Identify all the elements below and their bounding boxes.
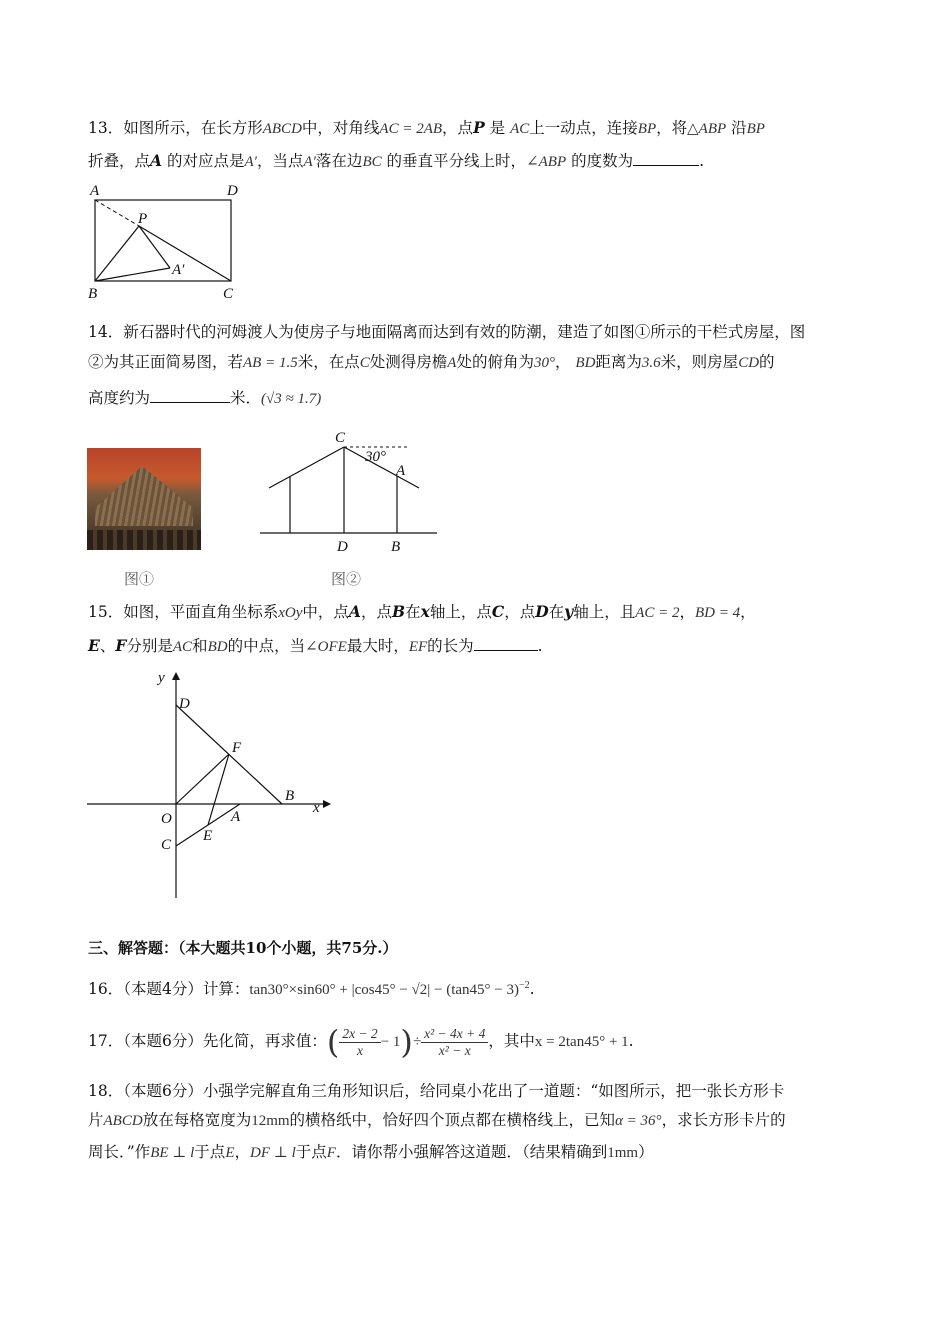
- label-D: D: [179, 696, 190, 712]
- q15-line1: 15．如图，平面直角坐标系xOy中，点A，点B在x轴上，点C，点D在y轴上，且AC = 2，BD = 4，: [88, 602, 756, 621]
- answer-blank: [633, 151, 699, 166]
- q13-figure: [82, 178, 252, 303]
- q14-line2: ②为其正面简易图，若AB = 1.5米，在点C处测得房檐A处的俯角为30°， BD距离为3.6米，则房屋CD的: [88, 353, 775, 371]
- q18-line1: 18．（本题6分）小强学完解直角三角形知识后，给同桌小花出了一道题：“如图所示，把一张长方形卡: [88, 1082, 785, 1100]
- q18-line3: 周长．”作BE ⊥ l于点E，DF ⊥ l于点F．请你帮小强解答这道题．（结果精确到1mm）: [88, 1143, 654, 1161]
- answer-blank: [150, 388, 230, 403]
- section-heading: 三、解答题：（本大题共10个小题，共75分.）: [88, 939, 398, 957]
- q14-line3: 高度约为 米．(√3 ≈ 1.7): [88, 389, 322, 407]
- caption-fig2: 图②: [331, 570, 362, 588]
- label-B: B: [285, 788, 295, 804]
- q13-line1: 13．如图所示，在长方形ABCD中，对角线AC = 2AB，点P 是 AC上一动点，连接BP，将△ABP 沿BP: [88, 118, 765, 137]
- label-C: C: [223, 286, 234, 302]
- label-D: D: [227, 183, 238, 199]
- label-F: F: [232, 740, 242, 756]
- label-C: C: [161, 837, 172, 853]
- label-A: A: [396, 463, 406, 479]
- caption-fig1: 图①: [124, 570, 155, 588]
- q14-figure: [255, 425, 445, 560]
- label-A: A: [90, 183, 100, 199]
- answer-blank: [474, 636, 538, 651]
- q15-line2: E、F分别是AC和BD的中点，当∠OFE最大时，EF的长为 .: [88, 636, 543, 655]
- label-E: E: [203, 828, 213, 844]
- q17: 17．（本题6分）先化简，再求值：( $\frac{2x - 2}{x}$ − 1)÷ $\frac{\text{x² − 4x + 4}}{\text{x² − x}}$ ，其中x = 2tan45° + 1.: [88, 1023, 634, 1061]
- label-P: P: [138, 211, 148, 227]
- label-C: C: [335, 430, 346, 446]
- q13-line2: 折叠，点A 的对应点是A′，当点A′落在边BC 的垂直平分线上时，∠ABP 的度数为 .: [88, 151, 705, 170]
- label-A-prime: A′: [172, 262, 185, 278]
- q18-line2: 片ABCD放在每格宽度为12mm的横格纸中，恰好四个顶点都在横格线上，已知α = 36°，求长方形卡片的: [88, 1111, 786, 1129]
- label-B: B: [391, 539, 401, 555]
- q14-line1: 14．新石器时代的河姆渡人为使房子与地面隔离而达到有效的防潮，建造了如图①所示的干栏式房屋，图: [88, 323, 806, 341]
- q15-figure: [85, 668, 335, 903]
- q16: 16．（本题4分）计算：$\tan 30^\circ\times\sin 60^\circ + |\cos 45^\circ - √2| - (\tan 45^\circ - 3)^{-2}$.: [88, 980, 535, 999]
- label-A: A: [231, 809, 241, 825]
- label-y: y: [158, 670, 165, 686]
- label-D: D: [337, 539, 348, 555]
- label-x: x: [313, 800, 320, 816]
- label-O: O: [161, 811, 172, 827]
- label-B: B: [88, 286, 98, 302]
- angle-label: 30°: [365, 449, 386, 465]
- house-photo: [87, 448, 201, 550]
